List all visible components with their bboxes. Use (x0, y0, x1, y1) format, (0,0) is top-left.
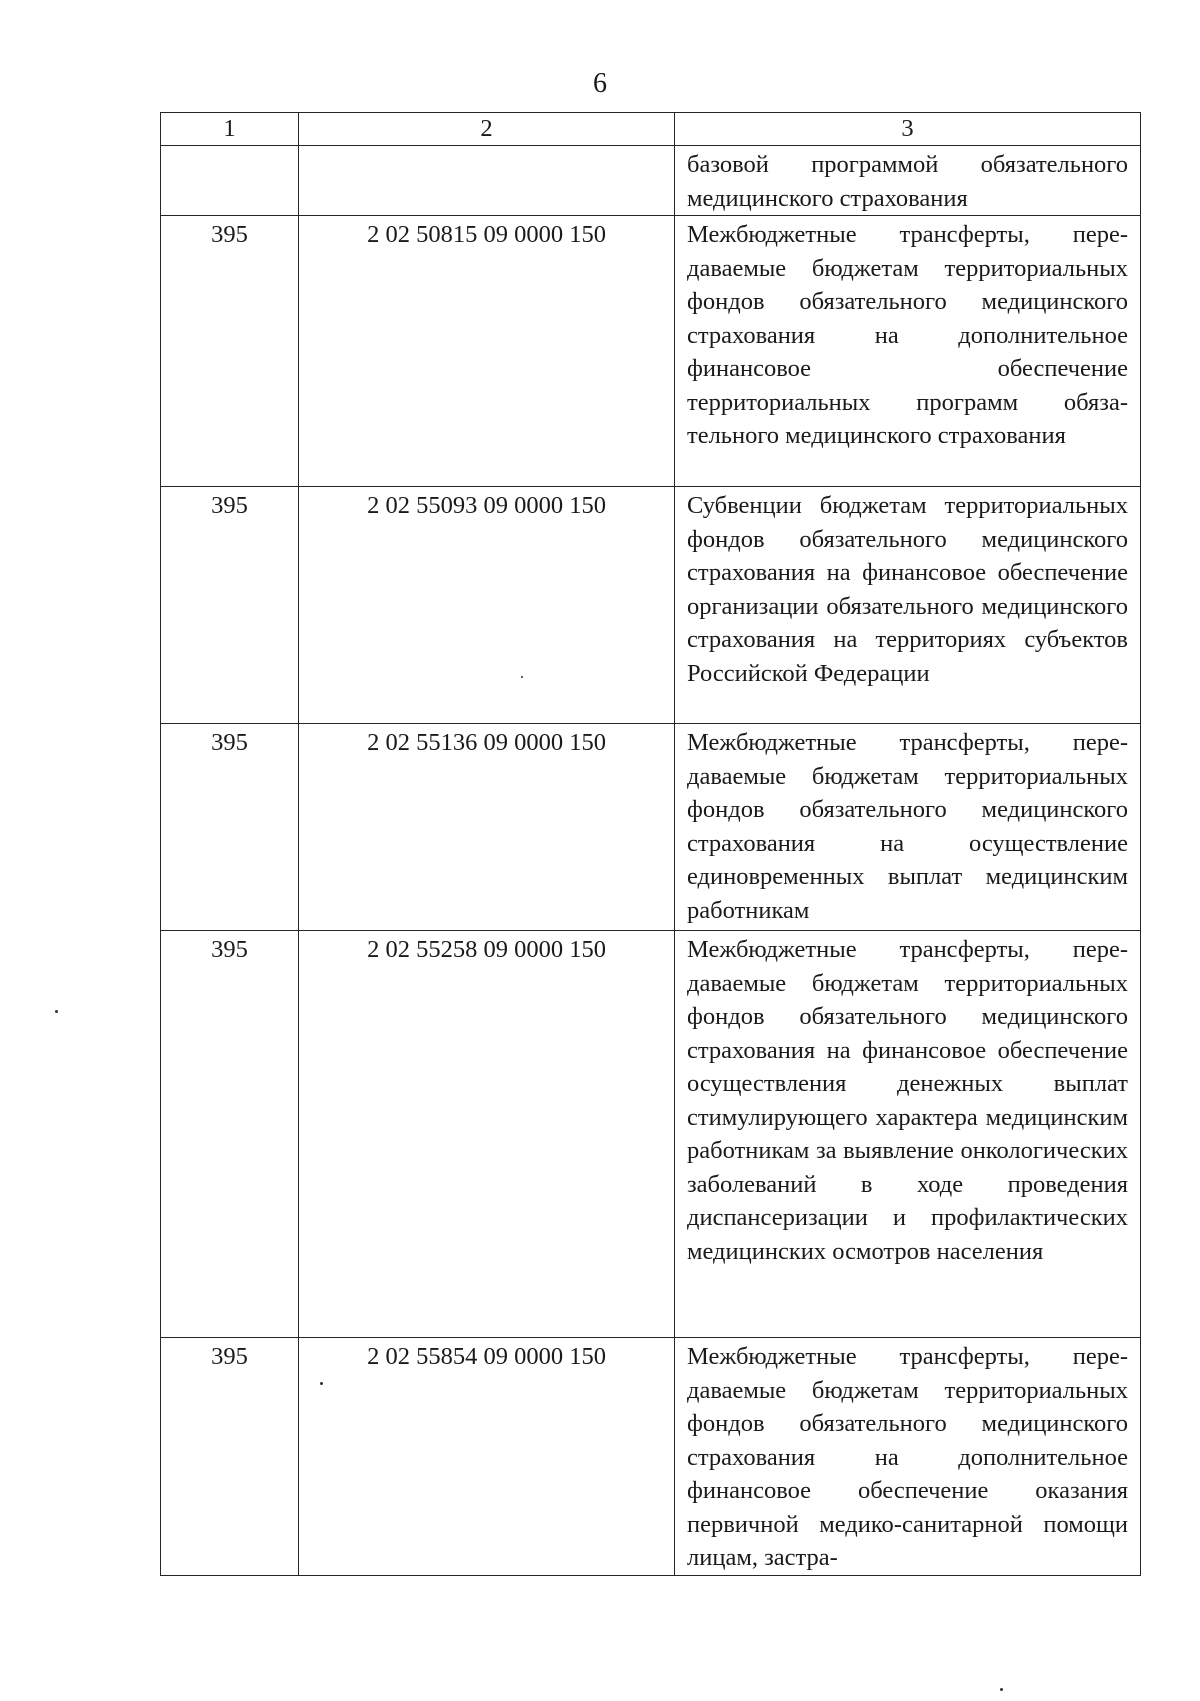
budget-code-cell: 2 02 55258 09 0000 150 (299, 931, 675, 1338)
budget-code-cell: 2 02 50815 09 0000 150 (299, 216, 675, 487)
budget-code-cell: 2 02 55136 09 0000 150 (299, 724, 675, 931)
scan-speck (521, 676, 523, 678)
description-cell: Межбюджетные трансферты, передаваемые бюджетам территориальных фондов обязательного медицинского страхования на дополнительное финансовое обеспечение оказания первичной медико-санитарной помощи лицам, застра- (675, 1338, 1141, 1576)
admin-code-cell: 395 (161, 724, 299, 931)
column-header-2: 2 (299, 113, 675, 146)
table-row (161, 1338, 1141, 1576)
scan-speck (55, 1010, 58, 1013)
description-cell: Межбюджетные трансферты, передаваемые бюджетам территориальных фондов обязательного медицинского страхования на осуществление единовременных выплат медицинским работникам (675, 724, 1141, 931)
column-header-3: 3 (675, 113, 1141, 146)
table-row (161, 931, 1141, 1338)
table-row (161, 216, 1141, 487)
admin-code-cell: 395 (161, 931, 299, 1338)
description-cell: Субвенции бюджетам территориальных фондов обязательного медицинского страхования на финансовое обеспечение организации обязательного медицинского страхования на территориях субъектов Российской Федерации (675, 487, 1141, 724)
table-row (161, 487, 1141, 724)
budget-code-cell: 2 02 55854 09 0000 150 (299, 1338, 675, 1576)
admin-code-cell: 395 (161, 216, 299, 487)
budget-code-cell (299, 146, 675, 216)
table-header-row (161, 113, 1141, 146)
table-row (161, 724, 1141, 931)
admin-code-cell (161, 146, 299, 216)
table-row (161, 146, 1141, 216)
description-cell: базовой программой обязательного медицинского страхования (675, 146, 1141, 216)
scan-speck (320, 1382, 323, 1385)
budget-code-cell: 2 02 55093 09 0000 150 (299, 487, 675, 724)
description-cell: Межбюджетные трансферты, передаваемые бюджетам территориальных фондов обязательного медицинского страхования на финансовое обеспечение осуществления денежных выплат стимулирующего характера медицинским работникам за выявление онкологических заболеваний в ходе проведения диспансеризации и профилактических медицинских осмотров населения (675, 931, 1141, 1338)
description-cell: Межбюджетные трансферты, передаваемые бюджетам территориальных фондов обязательного медицинского страхования на дополнительное финансовое обеспечение территориальных программ обязательного медицинского страхования (675, 216, 1141, 487)
admin-code-cell: 395 (161, 487, 299, 724)
admin-code-cell: 395 (161, 1338, 299, 1576)
column-header-1: 1 (161, 113, 299, 146)
revenue-codes-table (160, 112, 1141, 1576)
scan-speck (1000, 1688, 1003, 1691)
page-number: 6 (593, 68, 607, 99)
